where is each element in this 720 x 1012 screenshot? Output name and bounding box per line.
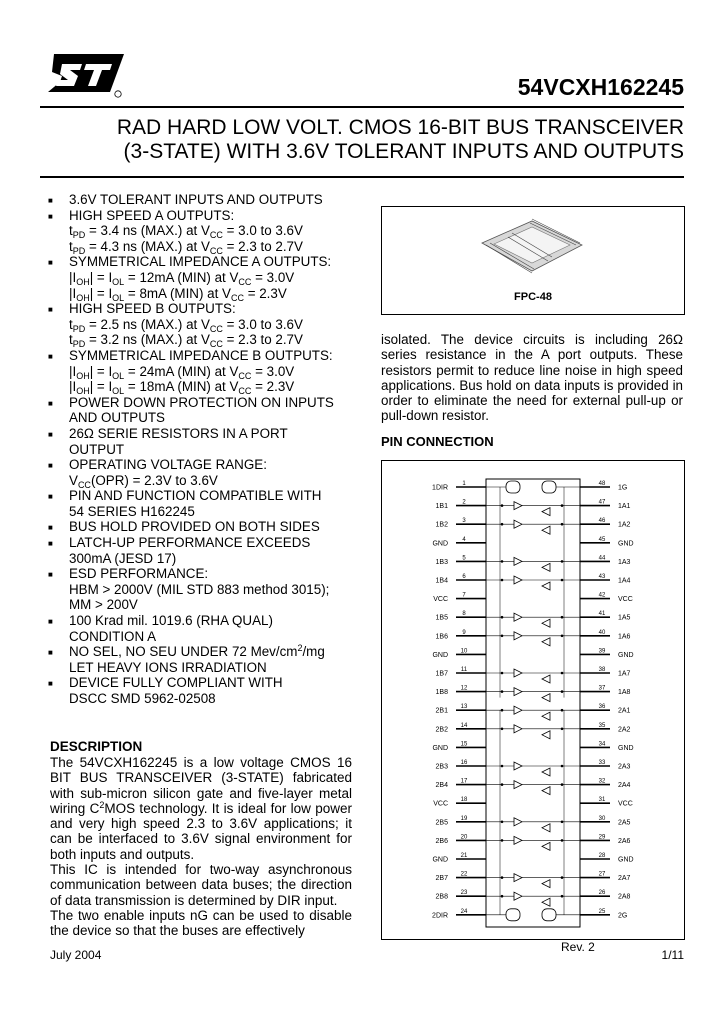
pin-number-right: 29 bbox=[598, 834, 606, 841]
pin-number-left: 4 bbox=[462, 536, 466, 543]
buffer-left bbox=[542, 787, 550, 795]
pin-label-left: VCC bbox=[433, 800, 448, 808]
buffer-right bbox=[514, 892, 522, 900]
junction-dot bbox=[561, 690, 564, 693]
pin-label-right: 2A5 bbox=[618, 819, 631, 827]
junction-dot bbox=[501, 821, 504, 824]
buffer-right bbox=[514, 502, 522, 510]
pin-label-right: 1A4 bbox=[618, 577, 631, 585]
buffer-right bbox=[514, 874, 522, 882]
pin-label-left: 2B3 bbox=[435, 763, 448, 771]
pin-number-right: 41 bbox=[598, 611, 606, 618]
buffer-left bbox=[542, 563, 550, 571]
buffer-right bbox=[514, 781, 522, 789]
buffer-right bbox=[514, 557, 522, 565]
pin-number-left: 1 bbox=[462, 481, 466, 487]
pin-number-left: 6 bbox=[462, 574, 466, 580]
pin-connection-heading: PIN CONNECTION bbox=[381, 434, 494, 449]
buffer-right bbox=[514, 725, 522, 733]
feature-item: ■ 26Ω SERIE RESISTORS IN A PORT OUTPUT bbox=[48, 425, 288, 457]
pin-number-left: 17 bbox=[460, 778, 468, 785]
pin-label-right: 2A3 bbox=[618, 763, 631, 771]
pin-number-left: 11 bbox=[460, 667, 468, 673]
package-label: FPC-48 bbox=[514, 291, 552, 303]
footer-date: July 2004 bbox=[50, 948, 102, 962]
junction-dot bbox=[561, 523, 564, 526]
junction-dot bbox=[501, 728, 504, 731]
feature-item: ■ PIN AND FUNCTION COMPATIBLE WITH 54 SERIES H162245 bbox=[48, 488, 322, 519]
package-box bbox=[381, 206, 685, 315]
pin-number-left: 21 bbox=[460, 853, 468, 859]
pin-label-left: 2DIR bbox=[432, 912, 448, 920]
pin-label-left: GND bbox=[432, 651, 448, 659]
pin-label-left: 1B1 bbox=[435, 503, 448, 511]
pin-label-left: 2B8 bbox=[435, 893, 448, 901]
pin-label-left: 1B8 bbox=[435, 689, 448, 697]
pin-connection-diagram bbox=[381, 460, 685, 940]
pin-label-left: 2B6 bbox=[435, 837, 448, 845]
description-body: The 54VCXH162245 is a low voltage CMOS 16 BIT BUS TRANSCEIVER (3-STATE) fabricated with sub-micron silicon gate and five-layer metal wiring $C^2MOS$ technology. It is ideal for low power and very high speed 2.3 to 3.6V applications; it can be interfaced to 3.6V signal environment for both inputs and outputs. This IC is intended for two-way asynchronous communication between data buses; the direction of data transmission is determined by DIR input. The two enable inputs nG can be used to disable the device so that the buses are effectively bbox=[50, 755, 352, 939]
pin-number-right: 33 bbox=[598, 760, 606, 766]
pin-label-right: 1A6 bbox=[618, 633, 631, 641]
junction-dot bbox=[561, 635, 564, 638]
pin-number-left: 13 bbox=[460, 704, 468, 711]
pin-label-right: 1A8 bbox=[618, 689, 631, 697]
junction-dot bbox=[501, 523, 504, 526]
junction-dot bbox=[561, 560, 564, 563]
pin-number-left: 20 bbox=[460, 834, 468, 841]
pin-label-right: GND bbox=[618, 856, 634, 864]
pin-label-right: VCC bbox=[618, 596, 633, 604]
pin-number-right: 36 bbox=[598, 704, 606, 711]
junction-dot bbox=[561, 765, 564, 768]
pin-label-left: GND bbox=[432, 856, 448, 864]
buffer-right bbox=[514, 818, 522, 826]
buffer-right bbox=[514, 669, 522, 677]
pin-number-right: 46 bbox=[598, 518, 606, 525]
feature-item: ■ LATCH-UP PERFORMANCE EXCEEDS 300mA (JESD 17) bbox=[48, 535, 311, 566]
pin-number-left: 24 bbox=[460, 908, 468, 915]
pin-number-left: 16 bbox=[460, 760, 468, 766]
junction-dot bbox=[561, 783, 564, 786]
junction-dot bbox=[501, 672, 504, 675]
description-heading: DESCRIPTION bbox=[50, 739, 143, 754]
junction-dot bbox=[501, 579, 504, 582]
pin-number-left: 18 bbox=[460, 797, 468, 804]
buffer-right bbox=[514, 520, 522, 528]
pin-number-left: 22 bbox=[460, 871, 468, 878]
junction-dot bbox=[561, 504, 564, 507]
pin-label-left: VCC bbox=[433, 596, 448, 604]
buffer-right bbox=[514, 613, 522, 621]
junction-dot bbox=[501, 783, 504, 786]
feature-item: ■ SYMMETRICAL IMPEDANCE B OUTPUTS: $|I_{OH}| = I_{OL} = 24mA$ (MIN) at $V_{CC} = 3.0V$ $|I_{OH}| = I_{OL} = 18mA$ (MIN) at $V_{CC} = 2.3V$ bbox=[48, 347, 333, 397]
junction-dot bbox=[501, 635, 504, 638]
buffer-right bbox=[514, 688, 522, 696]
junction-dot bbox=[561, 728, 564, 731]
pin-number-right: 34 bbox=[598, 741, 606, 748]
pin-number-right: 35 bbox=[598, 722, 606, 729]
pin-number-left: 8 bbox=[462, 611, 466, 618]
description-continued: isolated. The device circuits is including 26Ω series resistance in the A port outputs. These resistors permit to reduce line noise in high speed applications. Bus hold on data inputs is provided in order to eliminate the need for external pull-up or pull-down resistor. bbox=[381, 332, 683, 424]
pin-label-left: 1B2 bbox=[435, 521, 448, 529]
pin-number-left: 12 bbox=[460, 685, 468, 692]
junction-dot bbox=[501, 895, 504, 898]
junction-dot bbox=[561, 895, 564, 898]
pin-number-right: 28 bbox=[598, 853, 606, 859]
junction-dot bbox=[561, 672, 564, 675]
pin-label-left: 1B6 bbox=[435, 633, 448, 641]
pin-label-right: 1A5 bbox=[618, 614, 631, 622]
package-image bbox=[472, 213, 592, 283]
control-gate bbox=[506, 481, 520, 493]
pin-label-right: 2G bbox=[618, 912, 628, 920]
pin-number-left: 19 bbox=[460, 815, 468, 822]
pin-label-right: 2A7 bbox=[618, 875, 631, 883]
junction-dot bbox=[501, 616, 504, 619]
pin-label-left: 2B4 bbox=[435, 782, 448, 790]
feature-item: ■ SYMMETRICAL IMPEDANCE A OUTPUTS: $|I_{OH}| = I_{OL} = 12mA$ (MIN) at $V_{CC} = 3.0V$ $|I_{OH}| = I_{OL} = 8mA$ (MIN) at $V_{CC} = 2.3V$ bbox=[48, 254, 332, 303]
pin-label-right: 2A4 bbox=[618, 782, 631, 790]
pin-number-right: 26 bbox=[598, 890, 606, 897]
pin-number-left: 5 bbox=[462, 555, 466, 562]
pin-number-left: 3 bbox=[462, 518, 466, 525]
pin-number-right: 31 bbox=[598, 797, 606, 804]
buffer-left bbox=[542, 526, 550, 534]
pin-number-left: 9 bbox=[462, 629, 466, 636]
junction-dot bbox=[501, 560, 504, 563]
pin-label-right: VCC bbox=[618, 800, 633, 808]
pin-number-right: 43 bbox=[598, 574, 606, 580]
buffer-left bbox=[542, 675, 550, 683]
feature-item: ■ ESD PERFORMANCE: HBM > 2000V (MIL STD 883 method 3015); MM > 200V bbox=[48, 566, 330, 613]
control-gate bbox=[542, 481, 556, 493]
junction-dot bbox=[561, 839, 564, 842]
pin-label-left: 1B4 bbox=[435, 577, 448, 585]
pin-label-right: 2A8 bbox=[618, 893, 631, 901]
junction-dot bbox=[561, 876, 564, 879]
junction-dot bbox=[501, 504, 504, 507]
pin-number-right: 37 bbox=[598, 685, 606, 692]
pin-number-right: 42 bbox=[598, 592, 606, 599]
pin-label-right: GND bbox=[618, 744, 634, 752]
footer-page-number: 1/11 bbox=[661, 948, 684, 962]
pin-label-right: 1A7 bbox=[618, 670, 631, 678]
feature-item: ■ DEVICE FULLY COMPLIANT WITH DSCC SMD 5962-02508 bbox=[48, 675, 283, 706]
buffer-right bbox=[514, 836, 522, 844]
feature-item: ■ OPERATING VOLTAGE RANGE: $V_{CC}(OPR) = 2.3V$ to 3.6V bbox=[48, 457, 267, 490]
pin-number-right: 39 bbox=[598, 648, 606, 655]
buffer-right bbox=[514, 576, 522, 584]
buffer-left bbox=[542, 768, 550, 776]
title-line-1: RAD HARD LOW VOLT. CMOS 16-BIT BUS TRANSCEIVER bbox=[116, 116, 684, 139]
feature-item: ■ HIGH SPEED A OUTPUTS: $t_{PD} = 3.4$ ns (MAX.) at $V_{CC} = 3.0$ to 3.6V $t_{PD} = 4.3$ ns (MAX.) at $V_{CC} = 2.3$ to 2.7V bbox=[48, 207, 303, 256]
pin-label-right: GND bbox=[618, 651, 634, 659]
pin-label-left: 1DIR bbox=[432, 484, 448, 492]
control-gate bbox=[506, 909, 520, 921]
junction-dot bbox=[501, 690, 504, 693]
pin-number-right: 44 bbox=[598, 555, 606, 562]
pin-label-left: GND bbox=[432, 540, 448, 548]
pin-label-left: 1B3 bbox=[435, 558, 448, 566]
header-rule bbox=[40, 106, 684, 108]
pin-number-right: 30 bbox=[598, 815, 606, 822]
title-line-2: (3-STATE) WITH 3.6V TOLERANT INPUTS AND OUTPUTS bbox=[123, 140, 684, 163]
junction-dot bbox=[501, 876, 504, 879]
feature-item: ■ 100 Krad mil. 1019.6 (RHA QUAL) CONDITION A bbox=[48, 613, 273, 644]
pin-label-right: 2A6 bbox=[618, 837, 631, 845]
buffer-left bbox=[542, 638, 550, 646]
part-number: 54VCXH162245 bbox=[517, 74, 684, 100]
st-logo bbox=[48, 54, 124, 98]
feature-item: ■ POWER DOWN PROTECTION ON INPUTS AND OUTPUTS bbox=[48, 394, 334, 426]
junction-dot bbox=[501, 765, 504, 768]
feature-item: ■ HIGH SPEED B OUTPUTS: $t_{PD} = 2.5$ ns (MAX.) at $V_{CC} = 3.0$ to 3.6V $t_{PD} = 3.2$ ns (MAX.) at $V_{CC} = 2.3$ to 2.7V bbox=[48, 301, 303, 350]
pin-number-right: 27 bbox=[598, 871, 606, 878]
pin-label-left: 2B2 bbox=[435, 726, 448, 734]
pin-label-right: GND bbox=[618, 540, 634, 548]
pin-label-right: 1A1 bbox=[618, 503, 631, 511]
pin-label-left: 1B5 bbox=[435, 614, 448, 622]
title-rule bbox=[40, 176, 684, 178]
pin-number-left: 23 bbox=[460, 890, 468, 897]
pin-label-left: GND bbox=[432, 744, 448, 752]
buffer-right bbox=[514, 762, 522, 770]
buffer-left bbox=[542, 508, 550, 516]
pin-diagram-svg bbox=[382, 461, 684, 939]
pin-number-left: 2 bbox=[462, 499, 466, 506]
feature-item: ■ 3.6V TOLERANT INPUTS AND OUTPUTS bbox=[48, 192, 323, 207]
junction-dot bbox=[561, 709, 564, 712]
pin-number-right: 45 bbox=[598, 536, 606, 543]
junction-dot bbox=[561, 616, 564, 619]
feature-item: ■ NO SEL, NO SEU UNDER 72 Mev/$cm^2/mg$ LET HEAVY IONS IRRADIATION bbox=[48, 643, 325, 675]
buffer-left bbox=[542, 824, 550, 832]
buffer-left bbox=[542, 712, 550, 720]
pin-number-left: 7 bbox=[462, 592, 466, 599]
pin-label-left: 2B7 bbox=[435, 875, 448, 883]
footer-revision: Rev. 2 bbox=[561, 940, 595, 954]
control-gate bbox=[542, 909, 556, 921]
features-list bbox=[48, 192, 348, 707]
pin-label-left: 1B7 bbox=[435, 670, 448, 678]
buffer-left bbox=[542, 731, 550, 739]
pin-label-right: 2A1 bbox=[618, 707, 631, 715]
buffer-left bbox=[542, 842, 550, 850]
buffer-right bbox=[514, 632, 522, 640]
pin-label-right: 2A2 bbox=[618, 726, 631, 734]
pin-number-right: 47 bbox=[598, 499, 606, 506]
pin-number-right: 25 bbox=[598, 908, 606, 915]
pin-number-right: 32 bbox=[598, 778, 606, 785]
pin-label-right: 1G bbox=[618, 484, 628, 492]
buffer-left bbox=[542, 898, 550, 906]
feature-item: ■ BUS HOLD PROVIDED ON BOTH SIDES bbox=[48, 519, 320, 535]
junction-dot bbox=[501, 709, 504, 712]
pin-number-left: 10 bbox=[460, 648, 468, 655]
buffer-right bbox=[514, 706, 522, 714]
buffer-left bbox=[542, 694, 550, 702]
pin-number-right: 48 bbox=[598, 481, 606, 487]
pin-number-right: 38 bbox=[598, 667, 606, 673]
pin-label-left: 2B5 bbox=[435, 819, 448, 827]
buffer-left bbox=[542, 880, 550, 888]
buffer-left bbox=[542, 619, 550, 627]
junction-dot bbox=[501, 839, 504, 842]
pin-number-left: 15 bbox=[460, 741, 468, 748]
pin-label-right: 1A3 bbox=[618, 558, 631, 566]
junction-dot bbox=[561, 579, 564, 582]
buffer-left bbox=[542, 582, 550, 590]
pin-label-left: 2B1 bbox=[435, 707, 448, 715]
pin-number-right: 40 bbox=[598, 629, 606, 636]
pin-label-right: 1A2 bbox=[618, 521, 631, 529]
junction-dot bbox=[561, 821, 564, 824]
pin-number-left: 14 bbox=[460, 722, 468, 729]
